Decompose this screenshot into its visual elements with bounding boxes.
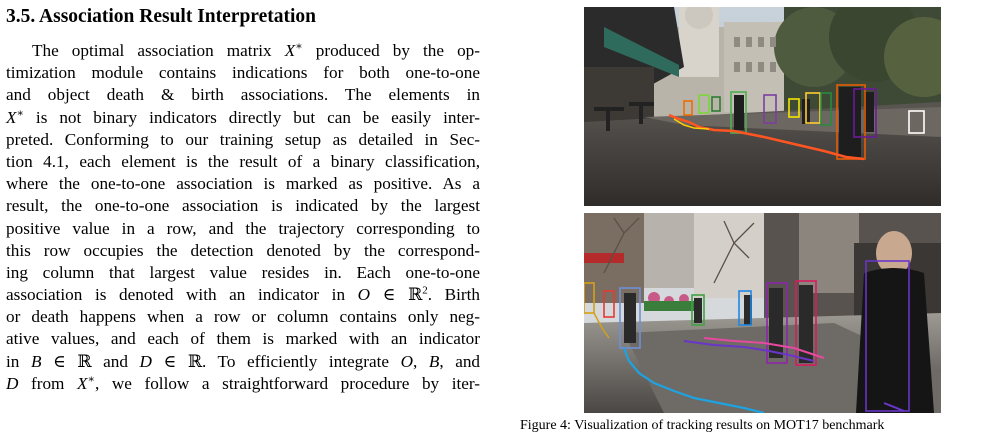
body-line: positive value in a row, and the trajectory corresponding to — [6, 218, 480, 238]
body-line: or death happens when a row or column contains only neg- — [6, 307, 480, 327]
mall-scene-image — [584, 213, 941, 413]
section-body — [6, 40, 480, 395]
body-line: result, the one-to-one association is indicated by the largest — [6, 196, 480, 216]
figure-mall-scene — [584, 213, 941, 413]
body-line: D from X∗, we follow a straightforward procedure by iter- — [6, 373, 480, 393]
section-heading: 3.5. Association Result Interpretation — [6, 6, 317, 27]
figure-street-scene — [584, 7, 941, 206]
body-line: tion 4.1, each element is the result of a binary classification, — [6, 151, 480, 171]
body-line: this row occupies the detection denoted by the correspond- — [6, 240, 480, 260]
body-line: where the one-to-one association is marked as positive. As a — [6, 174, 480, 194]
body-line: ing column that largest value resides in. Each one-to-one — [6, 262, 480, 282]
figure-caption: Figure 4: Visualization of tracking results on MOT17 benchmark — [520, 419, 885, 433]
body-line: timization module contains indications for both one-to-one — [6, 63, 480, 83]
body-line: X∗ is not binary indicators directly but can be easily inter- — [6, 106, 480, 127]
street-scene-image — [584, 7, 941, 206]
body-line: in B ∈ ℝ and D ∈ ℝ. To efficiently integrate O, B, and — [6, 351, 481, 371]
body-line: ative values, and each of them is marked with an indicator — [6, 329, 480, 349]
body-line: association is denoted with an indicator in O ∈ ℝ$^2$. Birth — [6, 284, 480, 305]
body-line: and object death & birth associations. The elements in — [6, 85, 480, 105]
body-line: The optimal association matrix X∗ produced by the op- — [32, 40, 480, 60]
body-line: preted. Conforming to our training setup as detailed in Sec- — [6, 129, 480, 149]
